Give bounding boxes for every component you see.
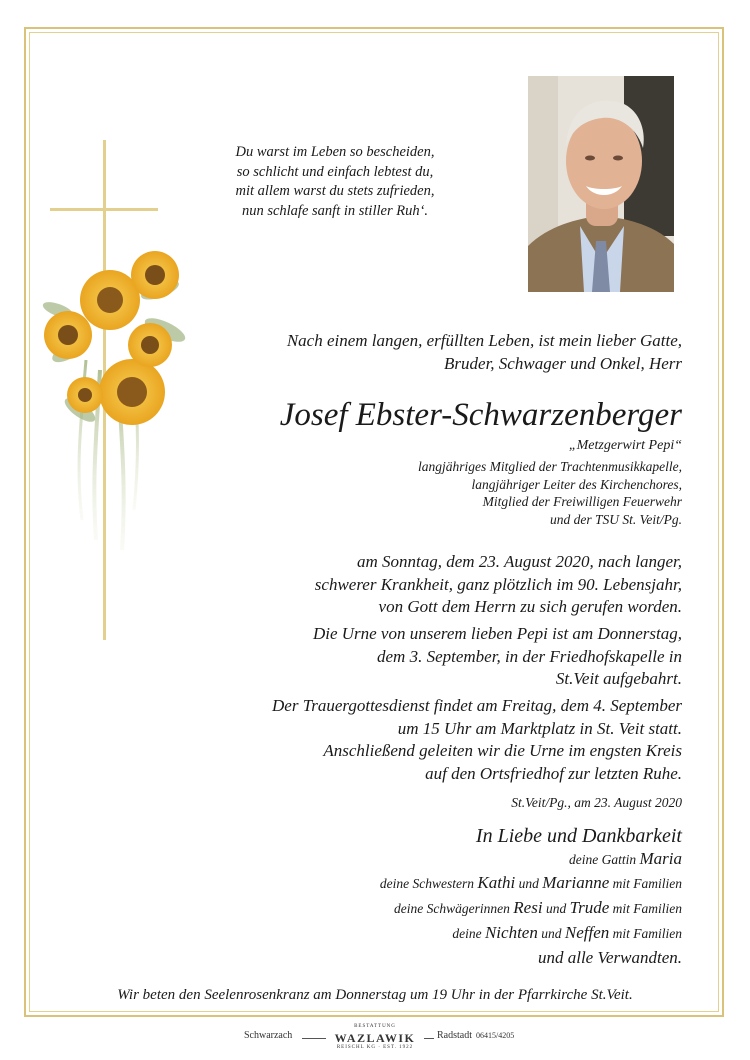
mourner-text: mit Familien xyxy=(609,876,682,891)
funeral-home-logo: WAZLAWIK xyxy=(334,1031,416,1045)
paragraph-line: um 15 Uhr am Marktplatz in St. Veit statt. xyxy=(397,718,682,738)
footer-divider xyxy=(424,1038,434,1039)
role-line: und der TSU St. Veit/Pg. xyxy=(550,511,682,527)
poem-line: so schlicht und einfach lebtest du, xyxy=(236,163,434,180)
memorial-poem xyxy=(215,143,455,221)
sunflower-icon-2 xyxy=(131,251,179,299)
footer-location-right: Radstadt xyxy=(437,1030,472,1041)
sunflower-icon-6 xyxy=(67,377,103,413)
mourner-text: und xyxy=(537,926,565,941)
intro-text xyxy=(200,329,682,375)
deceased-name: Josef Ebster-Schwarzenberger xyxy=(279,397,682,433)
dateline: St.Veit/Pg., am 23. August 2020 xyxy=(511,795,682,810)
mourner-name: Maria xyxy=(639,849,682,868)
rosary-notice: Wir beten den Seelenrosenkranz am Donnerstag um 19 Uhr in der Pfarrkirche St.Veit. xyxy=(117,987,633,1003)
footer-logo-top: BESTATTUNG xyxy=(354,1024,396,1029)
urn-paragraph xyxy=(190,623,682,691)
mourner-name: Kathi xyxy=(477,873,516,892)
service-paragraph xyxy=(190,695,682,785)
mourner-text: deine Gattin xyxy=(569,852,640,867)
mourner-text: und xyxy=(515,876,543,891)
role-line: Mitglied der Freiwilligen Feuerwehr xyxy=(482,494,682,510)
paragraph-line: auf den Ortsfriedhof zur letzten Ruhe. xyxy=(425,763,682,783)
sunflower-icon-3 xyxy=(44,311,92,359)
intro-line: Nach einem langen, erfüllten Leben, ist mein lieber Gatte, xyxy=(286,331,682,350)
sunflower-icon-5 xyxy=(128,323,172,367)
mourner-line-sisters-in-law xyxy=(260,898,682,919)
footer-logo-sub: REISCHL KG · EST. 1922 xyxy=(336,1045,414,1050)
closing-phrase: In Liebe und Dankbarkeit xyxy=(475,825,682,847)
mourner-line-spouse xyxy=(260,849,682,870)
intro-line: Bruder, Schwager und Onkel, Herr xyxy=(444,354,682,373)
paragraph-line: am Sonntag, dem 23. August 2020, nach langer, xyxy=(356,552,682,571)
cross-with-sunflowers xyxy=(30,140,190,640)
mourner-text: und xyxy=(542,901,570,916)
mourner-text: mit Familien xyxy=(609,926,682,941)
mourner-line-relatives: und alle Verwandten. xyxy=(537,948,682,967)
mourner-text: mit Familien xyxy=(609,901,682,916)
role-line: langjähriger Leiter des Kirchenchores, xyxy=(471,476,682,492)
mourner-text: deine xyxy=(452,926,485,941)
death-paragraph xyxy=(190,551,682,619)
poem-line: Du warst im Leben so bescheiden, xyxy=(235,144,435,160)
footer-location-left: Schwarzach xyxy=(244,1030,293,1041)
role-line: langjähriges Mitglied der Trachtenmusikkapelle, xyxy=(418,459,682,474)
mourner-name: Marianne xyxy=(542,873,610,892)
deceased-nickname: „Metzgerwirt Pepi“ xyxy=(568,438,682,453)
mourner-name: Resi xyxy=(513,898,543,917)
paragraph-line: St.Veit aufgebahrt. xyxy=(555,669,682,688)
mourner-name: Nichten xyxy=(484,923,538,942)
mourner-text: deine Schwestern xyxy=(379,876,478,891)
portrait-image xyxy=(528,76,674,292)
mourner-line-sisters xyxy=(260,873,682,894)
footer-phone: 06415/4205 xyxy=(476,1031,515,1040)
poem-line: nun schlafe sanft in stiller Ruh‘. xyxy=(241,202,429,219)
paragraph-line: dem 3. September, in der Friedhofskapelle in xyxy=(377,646,682,666)
paragraph-line: Anschließend geleiten wir die Urne im engsten Kreis xyxy=(323,741,682,760)
paragraph-line: von Gott dem Herrn zu sich gerufen worden. xyxy=(378,597,682,616)
mourner-line-nieces-nephews xyxy=(260,923,682,944)
mourner-name: Neffen xyxy=(564,923,610,942)
paragraph-line: Die Urne von unserem lieben Pepi ist am Donnerstag, xyxy=(312,624,682,643)
poem-line: mit allem warst du stets zufrieden, xyxy=(235,183,435,199)
footer-funeral-home xyxy=(0,1024,750,1054)
sunflower-icon-1 xyxy=(80,270,140,330)
paragraph-line: Der Trauergottesdienst findet am Freitag, dem 4. September xyxy=(272,696,682,715)
sunflower-icon-4 xyxy=(99,359,165,425)
deceased-roles xyxy=(320,458,682,528)
paragraph-line: schwerer Krankheit, ganz plötzlich im 90. Lebensjahr, xyxy=(314,574,682,594)
mourner-name: Trude xyxy=(569,898,610,917)
portrait-photo xyxy=(528,76,674,292)
mourner-text: deine Schwägerinnen xyxy=(394,901,514,916)
